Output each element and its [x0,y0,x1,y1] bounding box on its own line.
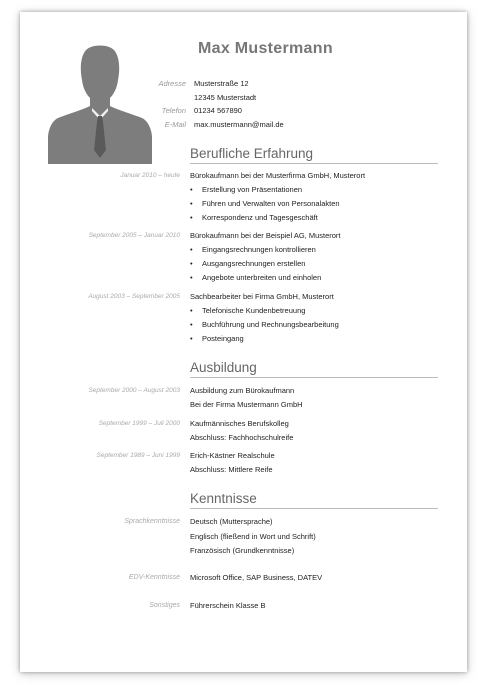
bullet-icon: • [190,320,193,329]
contact-phone [0,104,486,117]
list-item-text: Erstellung von Präsentationen [202,185,303,194]
bullet-icon: • [190,213,193,222]
list-item-text: Posteingang [202,334,244,343]
section-divider [190,163,438,164]
contact-label: Telefon [161,106,186,115]
list-item-text: Ausgangsrechnungen erstellen [202,259,306,268]
skill-line: Deutsch (Muttersprache) [190,517,273,526]
contact-address [0,77,486,90]
contact-value: max.mustermann@mail.de [194,120,284,129]
education-date: September 2000 – August 2003 [88,387,180,394]
education-line: Abschluss: Fachhochschulreife [190,433,294,442]
education-line: Bei der Firma Mustermann GmbH [190,400,303,409]
bullet-icon: • [190,185,193,194]
education-date: September 1989 – Juni 1999 [96,452,180,459]
contact-label: Adresse [158,79,186,88]
bullet-icon: • [190,199,193,208]
job-date: September 2005 – Januar 2010 [88,232,180,239]
skill-line: Führerschein Klasse B [190,601,266,610]
job-date: Januar 2010 – heute [120,172,180,179]
section-title-skills: Kenntnisse [190,491,257,506]
skill-category: Sonstiges [149,602,180,609]
bullet-icon: • [190,306,193,315]
list-item-text: Telefonische Kundenbetreuung [202,306,306,315]
list-item-text: Angebote unterbreiten und einholen [202,273,322,282]
section-title-experience: Berufliche Erfahrung [190,146,314,161]
contact-email [0,118,486,131]
contact-city [0,91,486,104]
skill-line: Microsoft Office, SAP Business, DATEV [190,573,323,582]
education-line: Abschluss: Mittlere Reife [190,465,273,474]
job-position: Bürokaufmann bei der Beispiel AG, Musterort [190,231,341,240]
bullet-icon: • [190,245,193,254]
list-item-text: Korrespondenz und Tagesgeschäft [202,213,318,222]
job-date: August 2003 – September 2005 [88,293,180,300]
contact-value: Musterstraße 12 [194,79,249,88]
skill-category: EDV-Kenntnisse [128,574,180,581]
list-item-text: Eingangsrechnungen kontrollieren [202,245,316,254]
list-item-text: Buchführung und Rechnungsbearbeitung [202,320,339,329]
section-divider [190,508,438,509]
bullet-icon: • [190,273,193,282]
contact-value: 01234 567890 [194,106,242,115]
applicant-name: Max Mustermann [198,40,333,57]
section-title-education: Ausbildung [190,360,257,375]
contact-value: 12345 Musterstadt [194,93,257,102]
bullet-icon: • [190,334,193,343]
skill-line: Französisch (Grundkenntnisse) [190,546,295,555]
skill-line: Englisch (fließend in Wort und Schrift) [190,532,316,541]
section-divider [190,377,438,378]
education-line: Ausbildung zum Bürokaufmann [190,386,295,395]
job-position: Sachbearbeiter bei Firma GmbH, Musterort [190,292,334,301]
education-date: September 1999 – Juli 2000 [98,420,180,427]
education-line: Kaufmännisches Berufskolleg [190,419,289,428]
contact-label: E-Mail [164,120,186,129]
skill-category: Sprachkenntnisse [124,518,180,525]
list-item-text: Führen und Verwalten von Personalakten [202,199,340,208]
bullet-icon: • [190,259,193,268]
education-line: Erich-Kästner Realschule [190,451,275,460]
job-position: Bürokaufmann bei der Musterfirma GmbH, Musterort [190,171,366,180]
